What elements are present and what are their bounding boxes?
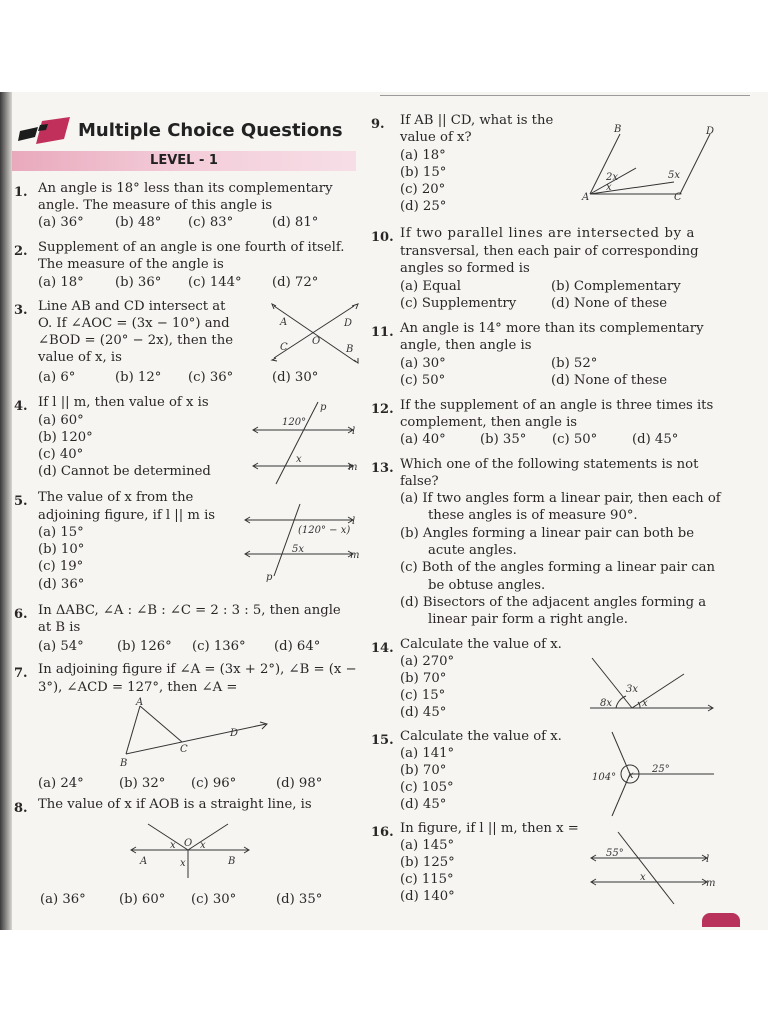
question-number: 1. xyxy=(14,185,28,200)
option-b: (b) Angles forming a linear pair can both be xyxy=(400,526,695,541)
option-a: (a) 141° xyxy=(400,746,455,761)
option-a-cont: these angles is of measure 90°. xyxy=(428,508,638,523)
option-d: (d) None of these xyxy=(551,373,668,388)
option-c: (c) 20° xyxy=(400,182,446,197)
question-number: 3. xyxy=(14,303,28,318)
question-number: 10. xyxy=(371,230,394,245)
label-2x: 2x xyxy=(606,172,619,183)
question-text: An angle is 14° more than its complementary xyxy=(400,321,704,336)
option-a: (a) 145° xyxy=(400,838,455,853)
label-D: D xyxy=(230,728,239,739)
question-text: Calculate the value of x. xyxy=(400,637,562,652)
option-c: (c) 136° xyxy=(192,639,246,654)
option-d: (d) 36° xyxy=(38,577,85,592)
label-A: A xyxy=(136,697,144,708)
figure-parallel-lines-q16 xyxy=(588,828,716,908)
option-b: (b) 32° xyxy=(119,776,166,791)
option-b: (b) 10° xyxy=(38,542,85,557)
option-c-cont: be obtuse angles. xyxy=(428,578,546,593)
option-d: (d) Bisectors of the adjacent angles forming a xyxy=(400,595,707,610)
question-number: 15. xyxy=(371,733,394,748)
label-angle: (120° − x) xyxy=(298,525,351,536)
page-binding-shadow xyxy=(0,92,12,930)
question-number: 5. xyxy=(14,494,28,509)
question-text: If two parallel lines are intersected by a xyxy=(400,226,696,241)
question-text: 3°), ∠ACD = 127°, then ∠A = xyxy=(38,680,238,695)
label-55: 55° xyxy=(606,848,624,859)
figure-triangle xyxy=(114,696,274,770)
label-O: O xyxy=(184,838,193,849)
question-text: angles so formed is xyxy=(400,261,530,276)
option-b: (b) 120° xyxy=(38,430,93,445)
label-x: x xyxy=(628,770,634,781)
question-text: In adjoining figure if ∠A = (3x + 2°), ∠B = (x − xyxy=(38,662,357,677)
label-x: x xyxy=(640,872,646,883)
label-B: B xyxy=(346,344,354,355)
question-number: 7. xyxy=(14,666,28,681)
label-angle: 120° xyxy=(282,417,307,428)
label-C: C xyxy=(180,744,188,755)
label-m: m xyxy=(706,878,716,889)
question-number: 8. xyxy=(14,801,28,816)
question-text: If the supplement of an angle is three times its xyxy=(400,398,714,413)
page-tab-marker xyxy=(702,913,740,927)
option-c: (c) 96° xyxy=(191,776,237,791)
question-text: ∠BOD = (20° − 2x), then the xyxy=(38,333,233,348)
option-c: (c) 105° xyxy=(400,780,454,795)
header-rule xyxy=(380,95,750,96)
question-text: If AB || CD, what is the xyxy=(400,113,554,128)
question-text: value of x, is xyxy=(38,350,122,365)
label-B: B xyxy=(120,758,128,769)
figure-straight-line xyxy=(126,818,256,882)
option-a: (a) 54° xyxy=(38,639,84,654)
option-c: (c) 36° xyxy=(188,370,234,385)
option-c: (c) 15° xyxy=(400,688,446,703)
label-x: x xyxy=(642,698,648,709)
option-b: (b) 70° xyxy=(400,763,447,778)
question-text: Calculate the value of x. xyxy=(400,729,562,744)
question-text: angle, then angle is xyxy=(400,338,532,353)
label-104: 104° xyxy=(592,772,617,783)
figure-intersecting-lines xyxy=(268,300,364,368)
question-number: 6. xyxy=(14,607,28,622)
option-c: (c) Supplementry xyxy=(400,296,517,311)
figure-parallel-ab-cd xyxy=(576,122,716,202)
question-text: at B is xyxy=(38,620,81,635)
label-x: x xyxy=(170,840,176,851)
label-m: m xyxy=(350,550,360,561)
question-text: transversal, then each pair of corresponding xyxy=(400,244,699,259)
option-b: (b) 125° xyxy=(400,855,455,870)
question-number: 12. xyxy=(371,402,394,417)
option-b: (b) Complementary xyxy=(551,279,681,294)
label-p: p xyxy=(266,572,273,583)
option-d: (d) 35° xyxy=(276,892,323,907)
question-number: 2. xyxy=(14,244,28,259)
question-text: O. If ∠AOC = (3x − 10°) and xyxy=(38,316,230,331)
label-A: A xyxy=(280,317,288,328)
option-b-cont: acute angles. xyxy=(428,543,517,558)
option-b: (b) 126° xyxy=(117,639,172,654)
option-a: (a) Equal xyxy=(400,279,461,294)
option-c: (c) 30° xyxy=(191,892,237,907)
label-D: D xyxy=(344,318,353,329)
option-d: (d) 72° xyxy=(272,275,319,290)
option-c: (c) 50° xyxy=(400,373,446,388)
option-a: (a) 18° xyxy=(400,148,446,163)
option-a: (a) 40° xyxy=(400,432,446,447)
question-number: 13. xyxy=(371,461,394,476)
level-banner: LEVEL - 1 xyxy=(12,151,356,171)
question-text: angle. The measure of this angle is xyxy=(38,198,273,213)
label-l: l xyxy=(706,854,710,865)
question-text: In figure, if l || m, then x = xyxy=(400,821,579,836)
option-d: (d) 98° xyxy=(276,776,323,791)
label-A: A xyxy=(140,856,148,867)
question-text: An angle is 18° less than its complementary xyxy=(38,181,333,196)
option-a: (a) 6° xyxy=(38,370,76,385)
question-text: adjoining figure, if l || m is xyxy=(38,508,216,523)
label-5x: 5x xyxy=(292,544,305,555)
figure-angles-at-point xyxy=(590,730,716,820)
question-text: The value of x if AOB is a straight line, is xyxy=(38,797,312,812)
option-c: (c) 83° xyxy=(188,215,234,230)
label-C: C xyxy=(280,342,288,353)
option-b: (b) 48° xyxy=(115,215,162,230)
figure-parallel-lines-q4 xyxy=(248,398,360,488)
option-b: (b) 12° xyxy=(115,370,162,385)
option-d: (d) 45° xyxy=(400,797,447,812)
label-25: 25° xyxy=(652,764,670,775)
label-B: B xyxy=(228,856,236,867)
question-number: 4. xyxy=(14,399,28,414)
label-l: l xyxy=(352,516,356,527)
question-text: In ΔABC, ∠A : ∠B : ∠C = 2 : 3 : 5, then angle xyxy=(38,603,341,618)
figure-angles-on-line xyxy=(586,654,718,718)
option-a: (a) 15° xyxy=(38,525,84,540)
option-b: (b) 70° xyxy=(400,671,447,686)
option-b: (b) 52° xyxy=(551,356,598,371)
option-a: (a) 270° xyxy=(400,654,455,669)
figure-parallel-lines-q5 xyxy=(240,500,362,584)
option-c: (c) 50° xyxy=(552,432,598,447)
option-c: (c) 40° xyxy=(38,447,84,462)
option-b: (b) 36° xyxy=(115,275,162,290)
section-title: Multiple Choice Questions xyxy=(78,120,343,141)
label-x: x xyxy=(296,454,302,465)
label-p: p xyxy=(320,402,327,413)
option-d: (d) 64° xyxy=(274,639,321,654)
label-C: C xyxy=(674,192,682,202)
label-x: x xyxy=(200,840,206,851)
question-number: 11. xyxy=(371,325,394,340)
option-d: (d) 45° xyxy=(400,705,447,720)
section-header-icon xyxy=(18,117,76,147)
label-x: x xyxy=(606,182,612,193)
option-d-cont: linear pair form a right angle. xyxy=(428,612,628,627)
question-text: The measure of the angle is xyxy=(38,257,224,272)
label-D: D xyxy=(706,126,715,137)
option-a: (a) 18° xyxy=(38,275,84,290)
label-A: A xyxy=(582,192,590,202)
option-a: (a) If two angles form a linear pair, then each of xyxy=(400,491,721,506)
option-d: (d) 45° xyxy=(632,432,679,447)
question-text: false? xyxy=(400,474,439,489)
question-text: Supplement of an angle is one fourth of itself. xyxy=(38,240,345,255)
option-d: (d) Cannot be determined xyxy=(38,464,211,479)
option-c: (c) 115° xyxy=(400,872,454,887)
label-8x: 8x xyxy=(600,698,613,709)
option-b: (b) 60° xyxy=(119,892,166,907)
option-b: (b) 35° xyxy=(480,432,527,447)
question-text: complement, then angle is xyxy=(400,415,578,430)
option-c: (c) 19° xyxy=(38,559,84,574)
option-a: (a) 36° xyxy=(40,892,86,907)
label-l: l xyxy=(352,426,356,437)
question-number: 9. xyxy=(371,117,385,132)
question-text: The value of x from the xyxy=(38,490,194,505)
option-d: (d) 30° xyxy=(272,370,319,385)
label-5x: 5x xyxy=(668,170,681,181)
option-c: (c) 144° xyxy=(188,275,242,290)
option-d: (d) 140° xyxy=(400,889,455,904)
question-text: If l || m, then value of x is xyxy=(38,395,209,410)
question-text: Line AB and CD intersect at xyxy=(38,299,226,314)
question-text: value of x? xyxy=(400,130,472,145)
option-d: (d) 81° xyxy=(272,215,319,230)
question-text: Which one of the following statements is not xyxy=(400,457,699,472)
label-B: B xyxy=(614,124,622,135)
option-b: (b) 15° xyxy=(400,165,447,180)
label-O: O xyxy=(312,336,321,347)
label-3x: 3x xyxy=(626,684,639,695)
option-a: (a) 30° xyxy=(400,356,446,371)
label-m: m xyxy=(348,462,358,473)
question-number: 16. xyxy=(371,825,394,840)
option-d: (d) 25° xyxy=(400,199,447,214)
label-x: x xyxy=(180,858,186,869)
option-a: (a) 24° xyxy=(38,776,84,791)
option-a: (a) 60° xyxy=(38,413,84,428)
option-a: (a) 36° xyxy=(38,215,84,230)
option-d: (d) None of these xyxy=(551,296,668,311)
option-c: (c) Both of the angles forming a linear pair can xyxy=(400,560,715,575)
question-number: 14. xyxy=(371,641,394,656)
